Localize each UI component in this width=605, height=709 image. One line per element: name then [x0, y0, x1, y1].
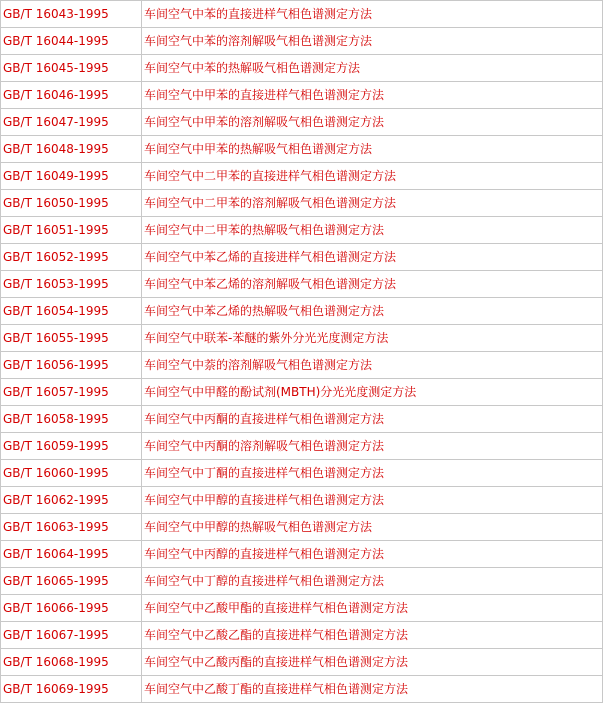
standard-title-link[interactable]: 车间空气中乙酸甲酯的直接进样气相色谱测定方法: [144, 601, 409, 615]
standard-code-link[interactable]: GB/T 16056-1995: [3, 358, 109, 372]
standard-title-cell: [142, 352, 603, 379]
table-row: [1, 406, 603, 433]
table-row: [1, 325, 603, 352]
table-row: [1, 541, 603, 568]
table-row: [1, 514, 603, 541]
standard-title-link[interactable]: 车间空气中苯乙烯的溶剂解吸气相色谱测定方法: [144, 277, 397, 291]
standards-table-body: [1, 1, 603, 703]
table-row: [1, 487, 603, 514]
standard-code-cell: [1, 406, 142, 433]
standard-title-link[interactable]: 车间空气中甲醇的热解吸气相色谱测定方法: [144, 520, 373, 534]
table-row: [1, 109, 603, 136]
standard-code-cell: [1, 649, 142, 676]
standard-code-cell: [1, 541, 142, 568]
standard-title-cell: [142, 244, 603, 271]
standard-title-cell: [142, 379, 603, 406]
standard-title-link[interactable]: 车间空气中苯的溶剂解吸气相色谱测定方法: [144, 34, 373, 48]
standard-code-link[interactable]: GB/T 16057-1995: [3, 385, 109, 399]
table-row: [1, 190, 603, 217]
standard-code-link[interactable]: GB/T 16052-1995: [3, 250, 109, 264]
table-row: [1, 352, 603, 379]
standard-code-link[interactable]: GB/T 16058-1995: [3, 412, 109, 426]
standard-code-cell: [1, 487, 142, 514]
standard-title-cell: [142, 28, 603, 55]
standard-code-link[interactable]: GB/T 16055-1995: [3, 331, 109, 345]
standard-code-cell: [1, 676, 142, 703]
standard-code-cell: [1, 190, 142, 217]
standard-title-link[interactable]: 车间空气中乙酸丙酯的直接进样气相色谱测定方法: [144, 655, 409, 669]
table-row: [1, 82, 603, 109]
standard-code-link[interactable]: GB/T 16064-1995: [3, 547, 109, 561]
standard-title-cell: [142, 676, 603, 703]
table-row: [1, 217, 603, 244]
table-row: [1, 622, 603, 649]
standard-title-cell: [142, 1, 603, 28]
standard-code-link[interactable]: GB/T 16049-1995: [3, 169, 109, 183]
standard-code-cell: [1, 109, 142, 136]
standard-title-cell: [142, 406, 603, 433]
standard-title-link[interactable]: 车间空气中乙酸乙酯的直接进样气相色谱测定方法: [144, 628, 409, 642]
standard-title-cell: [142, 460, 603, 487]
standard-code-link[interactable]: GB/T 16043-1995: [3, 7, 109, 21]
standard-code-cell: [1, 460, 142, 487]
standard-title-link[interactable]: 车间空气中甲醛的酚试剂(MBTH)分光光度测定方法: [144, 385, 417, 399]
standard-title-link[interactable]: 车间空气中丙酮的溶剂解吸气相色谱测定方法: [144, 439, 385, 453]
standard-title-link[interactable]: 车间空气中二甲苯的溶剂解吸气相色谱测定方法: [144, 196, 397, 210]
standard-title-cell: [142, 55, 603, 82]
standard-code-link[interactable]: GB/T 16044-1995: [3, 34, 109, 48]
standard-title-cell: [142, 271, 603, 298]
standard-title-cell: [142, 109, 603, 136]
standard-code-link[interactable]: GB/T 16062-1995: [3, 493, 109, 507]
standard-title-link[interactable]: 车间空气中乙酸丁酯的直接进样气相色谱测定方法: [144, 682, 409, 696]
standard-code-link[interactable]: GB/T 16047-1995: [3, 115, 109, 129]
table-row: [1, 379, 603, 406]
standard-title-cell: [142, 595, 603, 622]
standard-code-cell: [1, 244, 142, 271]
standard-code-link[interactable]: GB/T 16059-1995: [3, 439, 109, 453]
table-row: [1, 271, 603, 298]
table-row: [1, 595, 603, 622]
standard-code-cell: [1, 217, 142, 244]
standard-title-link[interactable]: 车间空气中甲苯的热解吸气相色谱测定方法: [144, 142, 373, 156]
standard-title-link[interactable]: 车间空气中苯乙烯的热解吸气相色谱测定方法: [144, 304, 385, 318]
table-row: [1, 460, 603, 487]
standard-code-cell: [1, 352, 142, 379]
table-row: [1, 136, 603, 163]
standard-code-link[interactable]: GB/T 16054-1995: [3, 304, 109, 318]
standard-title-link[interactable]: 车间空气中丁酮的直接进样气相色谱测定方法: [144, 466, 385, 480]
standard-code-link[interactable]: GB/T 16066-1995: [3, 601, 109, 615]
standard-code-link[interactable]: GB/T 16063-1995: [3, 520, 109, 534]
standard-code-cell: [1, 55, 142, 82]
standard-title-link[interactable]: 车间空气中甲苯的溶剂解吸气相色谱测定方法: [144, 115, 385, 129]
table-row: [1, 1, 603, 28]
standard-code-cell: [1, 136, 142, 163]
standard-title-link[interactable]: 车间空气中苯的热解吸气相色谱测定方法: [144, 61, 361, 75]
standard-code-cell: [1, 163, 142, 190]
standard-code-link[interactable]: GB/T 16050-1995: [3, 196, 109, 210]
standard-title-cell: [142, 82, 603, 109]
standard-code-link[interactable]: GB/T 16045-1995: [3, 61, 109, 75]
standard-title-cell: [142, 433, 603, 460]
standard-title-cell: [142, 298, 603, 325]
standard-code-link[interactable]: GB/T 16046-1995: [3, 88, 109, 102]
standard-code-cell: [1, 433, 142, 460]
standard-title-link[interactable]: 车间空气中联苯-苯醚的紫外分光光度测定方法: [144, 331, 389, 345]
table-row: [1, 568, 603, 595]
table-row: [1, 676, 603, 703]
standard-title-cell: [142, 514, 603, 541]
standard-title-cell: [142, 217, 603, 244]
standard-code-cell: [1, 82, 142, 109]
standard-title-link[interactable]: 车间空气中甲苯的直接进样气相色谱测定方法: [144, 88, 385, 102]
standard-code-cell: [1, 595, 142, 622]
table-row: [1, 28, 603, 55]
standard-title-cell: [142, 649, 603, 676]
standard-title-link[interactable]: 车间空气中甲醇的直接进样气相色谱测定方法: [144, 493, 385, 507]
standard-code-cell: [1, 325, 142, 352]
standard-code-cell: [1, 1, 142, 28]
standard-code-cell: [1, 298, 142, 325]
standard-title-link[interactable]: 车间空气中二甲苯的直接进样气相色谱测定方法: [144, 169, 397, 183]
standard-code-link[interactable]: GB/T 16051-1995: [3, 223, 109, 237]
standard-code-link[interactable]: GB/T 16067-1995: [3, 628, 109, 642]
standard-title-cell: [142, 163, 603, 190]
standard-title-cell: [142, 487, 603, 514]
standard-code-link[interactable]: GB/T 16065-1995: [3, 574, 109, 588]
table-row: [1, 244, 603, 271]
standard-code-cell: [1, 622, 142, 649]
standard-title-cell: [142, 541, 603, 568]
standard-title-link[interactable]: 车间空气中苯乙烯的直接进样气相色谱测定方法: [144, 250, 397, 264]
table-row: [1, 298, 603, 325]
standard-code-link[interactable]: GB/T 16048-1995: [3, 142, 109, 156]
standard-title-link[interactable]: 车间空气中苯的直接进样气相色谱测定方法: [144, 7, 373, 21]
standard-title-link[interactable]: 车间空气中丙醇的直接进样气相色谱测定方法: [144, 547, 385, 561]
standard-title-cell: [142, 136, 603, 163]
standard-title-cell: [142, 622, 603, 649]
standard-code-cell: [1, 568, 142, 595]
table-row: [1, 649, 603, 676]
standard-code-cell: [1, 28, 142, 55]
standard-title-link[interactable]: 车间空气中丙酮的直接进样气相色谱测定方法: [144, 412, 385, 426]
standard-title-link[interactable]: 车间空气中丁醇的直接进样气相色谱测定方法: [144, 574, 385, 588]
standard-title-cell: [142, 325, 603, 352]
standard-code-cell: [1, 379, 142, 406]
standard-code-link[interactable]: GB/T 16069-1995: [3, 682, 109, 696]
standard-code-cell: [1, 514, 142, 541]
standard-code-link[interactable]: GB/T 16053-1995: [3, 277, 109, 291]
table-row: [1, 433, 603, 460]
table-row: [1, 163, 603, 190]
standard-code-link[interactable]: GB/T 16060-1995: [3, 466, 109, 480]
standard-code-link[interactable]: GB/T 16068-1995: [3, 655, 109, 669]
standard-title-link[interactable]: 车间空气中二甲苯的热解吸气相色谱测定方法: [144, 223, 385, 237]
standard-title-link[interactable]: 车间空气中萘的溶剂解吸气相色谱测定方法: [144, 358, 373, 372]
standard-title-cell: [142, 568, 603, 595]
table-row: [1, 55, 603, 82]
standard-title-cell: [142, 190, 603, 217]
standard-code-cell: [1, 271, 142, 298]
